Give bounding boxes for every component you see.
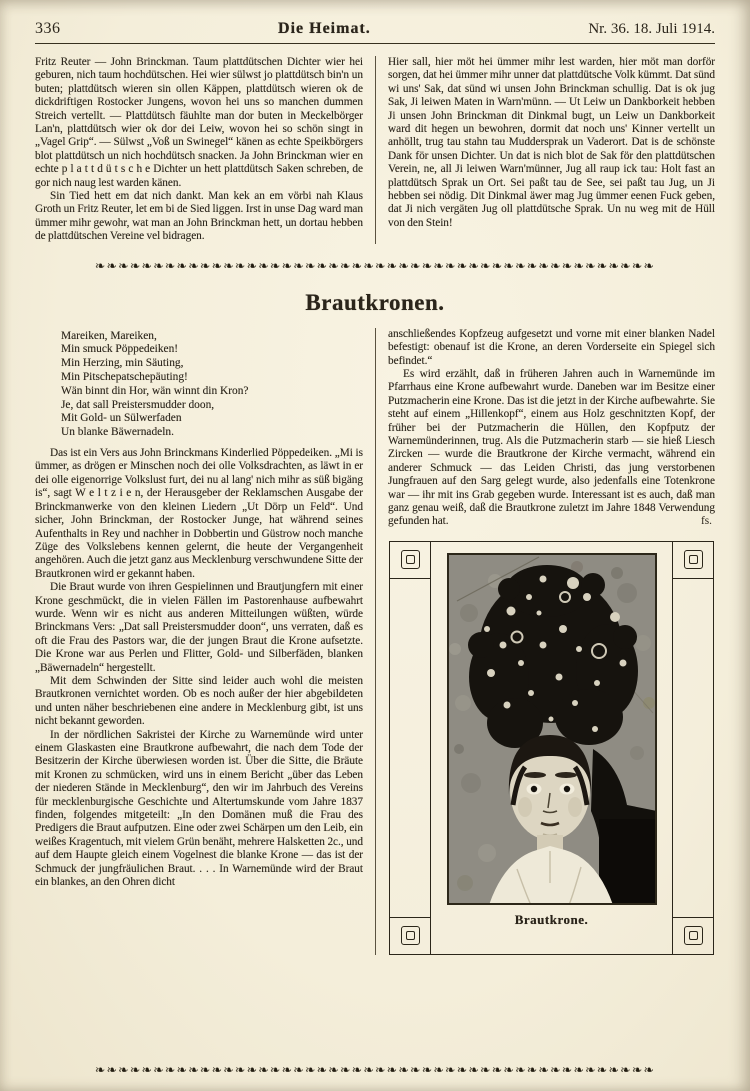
figure-caption: Brautkrone. (514, 911, 589, 927)
paragraph: Das ist ein Vers aus John Brinckmans Kinderlied Pöppedeiken. „Mi is ümmer, as drögen er Minschen noch dei olle Volksdrachten, as läwt in er dei olle eigenorrige Volkslust furt, dei nu al lang' nich mihr as süß bigäng is“, sagt W e l t z i e n, der Herausgeber der Reklamschen Ausgabe der Brinckmanwerke von den kleinen Liedern „Ut Dörp un Feld“. Und sicher, John Brinckman, der Rostocker Junge, hat während seines Aufenthalts in Rey und nachher in Dobbertin und Güstrow noch manche Züge des Volkslebens kennen gelernt, die heute der Vergangenheit angehören. Auch die jetzt ganz aus Mecklenburg verschwundene Sitte der Brautkronen wird er gekannt haben. (35, 447, 363, 580)
paragraph: Mit dem Schwinden der Sitte sind leider auch wohl die meisten Brautkronen vernichtet worden. Ob es noch außer der hier abgebildeten und unten näher beschriebenen eine andere in Mecklenburg gibt, ist uns nicht bekannt geworden. (35, 674, 363, 728)
poem-line: Un blanke Bäwernadeln. (61, 426, 174, 439)
author-signature: fs. (701, 515, 712, 528)
poem (61, 330, 363, 440)
poem-line: Wän binnt din Hor, wän winnt din Kron? (61, 384, 249, 397)
poem-line: Min Herzing, min Säuting, (61, 357, 184, 370)
header-rule (35, 43, 715, 44)
paragraph: Fritz Reuter — John Brinckman. Taum plattdütschen Dichter wier hei geburen, nich taum hochdütschen. Hei wier sülwst jo plattdütsch bin'n un buten; plattdütsch wieren sin ollen Käppen, plattdütsch wieren ok de dickdriftigen Rostocker Jungens, wovon hei uns so manchen dummen Streich vertellt. — Plattdütsch fäuhlte man dor buten in Meckelbörger Lan'n, plattdütsch wier ok dor dei Leiw, wovon hei so schön singt in „Vagel Grip“. — Sülwst „Voß un Swinegel“ känen as echte Speikbörgers blot plattdütsch un nich hochdütsch snacken. Ja John Brinckman wier en echte p l a t t d ü t s c h e Dichter un hett plattdütsch Saken schreben, de gor nich naug lest warden känen. (35, 56, 363, 189)
figure-frame (389, 541, 714, 955)
page-number: 336 (35, 20, 61, 37)
paragraph: anschließendes Kopfzeug aufgesetzt und vorne mit einer blanken Nadel befestigt: obenauf ist die Krone, an deren Vorderseite ein Spiegel sich befindet.“ (388, 327, 715, 367)
page-header (0, 0, 750, 43)
article1-columns (35, 56, 715, 244)
section-title: Brautkronen. (305, 289, 445, 315)
article2-columns (35, 328, 715, 955)
article1-left-column (35, 56, 375, 244)
poem-line: Je, dat sall Preistersmudder doon, (61, 398, 215, 411)
frame-right-rail (672, 542, 713, 954)
issue-info: Nr. 36. 18. Juli 1914. (588, 21, 715, 37)
brautkrone-photo (447, 553, 657, 905)
frame-center (431, 542, 672, 954)
paragraph: Sin Tied hett em dat nich dankt. Man kek an em vörbi nah Klaus Groth un Fritz Reuter, let em bi de Sied liggen. Irst in unse Dag ward man ümmer mihr gewohr, wat man an John Brinckman hett, un dortau hebben de plattdütschen Vereine vel bidragen. (35, 190, 363, 243)
ornament-row-bottom: ❧❧❧❧❧❧❧❧❧❧❧❧❧❧❧❧❧❧❧❧❧❧❧❧❧❧❧❧❧❧❧❧❧❧❧❧❧❧❧❧❧❧❧❧❧❧❧❧ (94, 1062, 656, 1077)
corner-ornament-bottom-right (673, 917, 713, 954)
article2-right-column (375, 328, 715, 955)
journal-title: Die Heimat. (278, 20, 371, 37)
poem-line: Min Pitschepatschepäuting! (61, 371, 188, 384)
article1-right-column (375, 56, 715, 244)
corner-ornament-top-left (390, 542, 430, 579)
poem-line: Mit Gold- un Sülwerfaden (61, 412, 182, 425)
frame-left-rail (390, 542, 431, 954)
paragraph: In der nördlichen Sakristei der Kirche zu Warnemünde wird unter einem Glaskasten eine Brautkrone aufbewahrt, die nach dem Tode der Besitzerin der Kirche überwiesen worden ist. Über die Sitte, die Bräute mit Kronen zu schmücken, wird uns in einem Bericht „über das Leben der niederen Stände in Mecklenburg“, den wir im Jahrbuch des Vereins für mecklenburgische Geschichte und Altertumskunde vom Jahre 1837 finden, folgendes mitgeteilt: „In den Domänen muß die Frau des Predigers die Braut aufputzen. Eine oder zwei Schärpen um den Leib, ein weißes Kragentuch, mit vielem Grün benäht, mehrere Halsketten 2c., und auf dem Haupte gleich einem Vogelnest die blanke Krone — das ist der Schmuck der jungfräulichen Braut. . . . In Warnemünde wird der Braut ein blankes, an den Ohren dicht (35, 728, 363, 889)
corner-ornament-bottom-left (390, 917, 430, 954)
corner-ornament-top-right (673, 542, 713, 579)
poem-line: Mareiken, Mareiken, (61, 329, 157, 342)
paragraph: Es wird erzählt, daß in früheren Jahren auch in Warnemünde im Pfarrhaus eine Krone aufbewahrt wurde. Daneben war im Besitze einer Putzmacherin eine Krone. Das ist die jetzt in der Kirche aufbewahrte. Sie steht auf einem „Hillenkopf“, einem aus Holz geschnitzten Kopf, der früher bei der Putzmacherin die Hüllen, den Kopfputz der Warnemünderinnen, trug. Als die Putzmacherin starb — sie hieß Liesch Zircken — wurde die Brautkrone der Kirche vermacht, während ein anderer Schmuck — das Leiden Christi, das jung verstorbenen Jungfrauen auf den Sarg gelegt wurde, also jedenfalls eine Totenkrone war — ihr mit ins Grab gegeben wurde. Interessant ist es auch, daß man ganz genau weiß, daß die Brautkrone zuletzt im Jahre 1848 Verwendung gefunden hat. (388, 367, 715, 528)
paragraph: Hier sall, hier möt hei ümmer mihr lest warden, hier möt man dorför sorgen, dat hei ümmer mihr unner dat plattdütsche Volk kümmt. Dat sünd wi uns' Sak, dat sünd wi unsen John Brinckman schullig. Dat is ok jug Sak, Ji leiwen Maten in Warn'münn. — Ut Leiw un Dankborkeit hebben Ji unsen John Brinckman dit Dinkmal bugt, un Leiw un Dankborkeit ward dit hegen un bewohren, dormit dat noch uns' Kinner vertellt un anhöllt, trug tau stahn tau Muddersprak un Vaderort. Dat is de schönste Dank för unsen Dichter. Un dat is nich blot de Sak för den plattdütschen Verein, ne, all Ji leiwen Warn'münner, Jug all raup ick tau: Holt fast an plattdütsch Sprak un Ort. Sei paßt tau de See, sei paßt tau Jug, un Ji hebben sei nödig. Dit Dinkmal äwer mag Jug ümmer eenen Fuck geben, dat Ji nich vergäten Jug oll plattdütsche Sprak. Un nu weg mit de Hüll von den Stein! (388, 56, 715, 229)
article2-left-column (35, 328, 375, 955)
paragraph: Die Braut wurde von ihren Gespielinnen und Brautjungfern mit einer Krone geschmückt, die in vielen Fällen im Pastorenhause aufbewahrt wurde. Wenn wir es nicht aus anderen Mitteilungen wüßten, würde Brinckmans Vers: „Dat sall Preistersmudder doon“, uns verraten, daß es oft die Frau des Pastors war, die der jungen Braut die Krone aufsetzte. Die Krone war aus Perlen und Flitter, Gold- und Silberfäden, blanken „Bäwernadeln“ hergestellt. (35, 581, 363, 674)
ornament-row-top: ❧❧❧❧❧❧❧❧❧❧❧❧❧❧❧❧❧❧❧❧❧❧❧❧❧❧❧❧❧❧❧❧❧❧❧❧❧❧❧❧❧❧❧❧❧❧❧❧ (94, 257, 656, 273)
poem-line: Min smuck Pöppedeiken! (61, 343, 179, 356)
